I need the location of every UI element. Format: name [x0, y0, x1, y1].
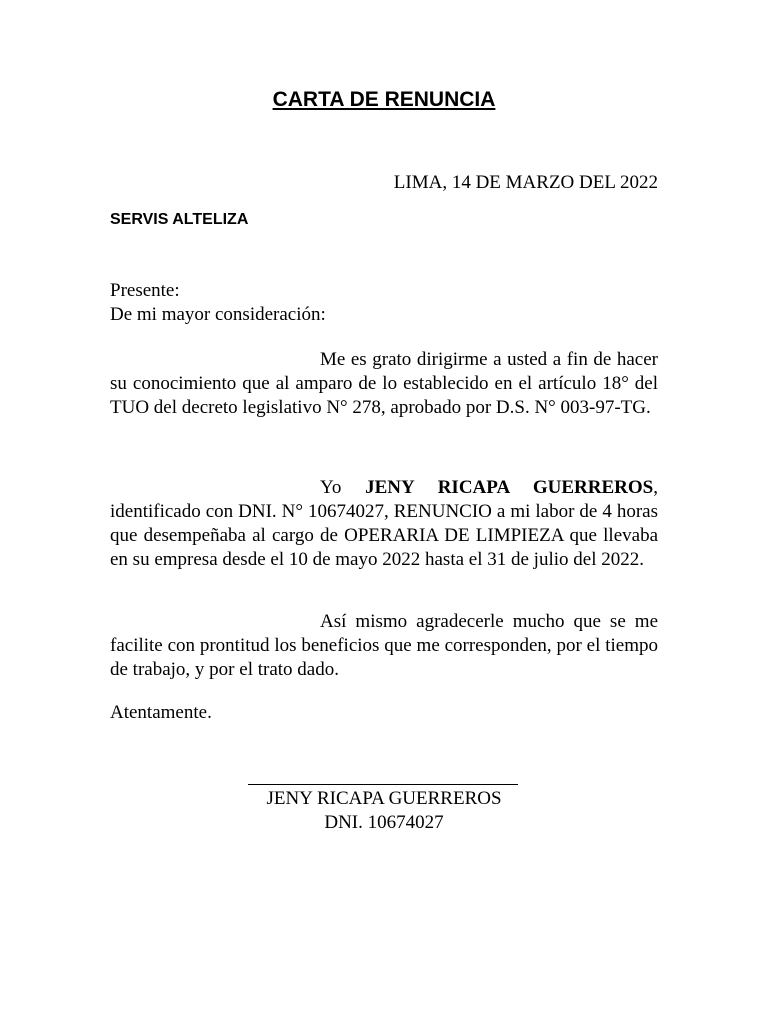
paragraph-resignation-rest: , identificado con DNI. N° 10674027, RENUNCIO a mi labor de 4 horas que desempeñaba al cargo de OPERARIA DE LIMPIEZA que llevaba en su empresa desde el 10 de mayo 2022 hasta el 31 de julio del 2022.	[110, 477, 658, 570]
greeting-presente: Presente:	[110, 280, 180, 301]
letter-date: LIMA, 14 DE MARZO DEL 2022	[393, 172, 658, 193]
closing-text: Atentamente.	[110, 702, 212, 723]
letter-title: CARTA DE RENUNCIA	[272, 88, 496, 111]
greeting-consideracion: De mi mayor consideración:	[110, 304, 326, 325]
employee-name-bold: JENY RICAPA GUERREROS	[365, 477, 654, 498]
paragraph-resignation	[110, 476, 658, 572]
signature-line	[248, 784, 518, 785]
recipient-company: SERVIS ALTELIZA	[110, 211, 249, 228]
paragraph-intro: Me es grato dirigirme a usted a fin de hacer su conocimiento que al amparo de lo establecido en el artículo 18° del TUO del decreto legislativo N° 278, aprobado por D.S. N° 003-97-TG.	[110, 349, 658, 418]
signature-name: JENY RICAPA GUERREROS	[266, 788, 502, 809]
signature-dni: DNI. 10674027	[324, 812, 444, 833]
paragraph-thanks: Así mismo agradecerle mucho que se me facilite con prontitud los beneficios que me corresponden, por el tiempo de trabajo, y por el trato dado.	[110, 611, 658, 680]
paragraph-resignation-lead: Yo	[320, 477, 366, 498]
